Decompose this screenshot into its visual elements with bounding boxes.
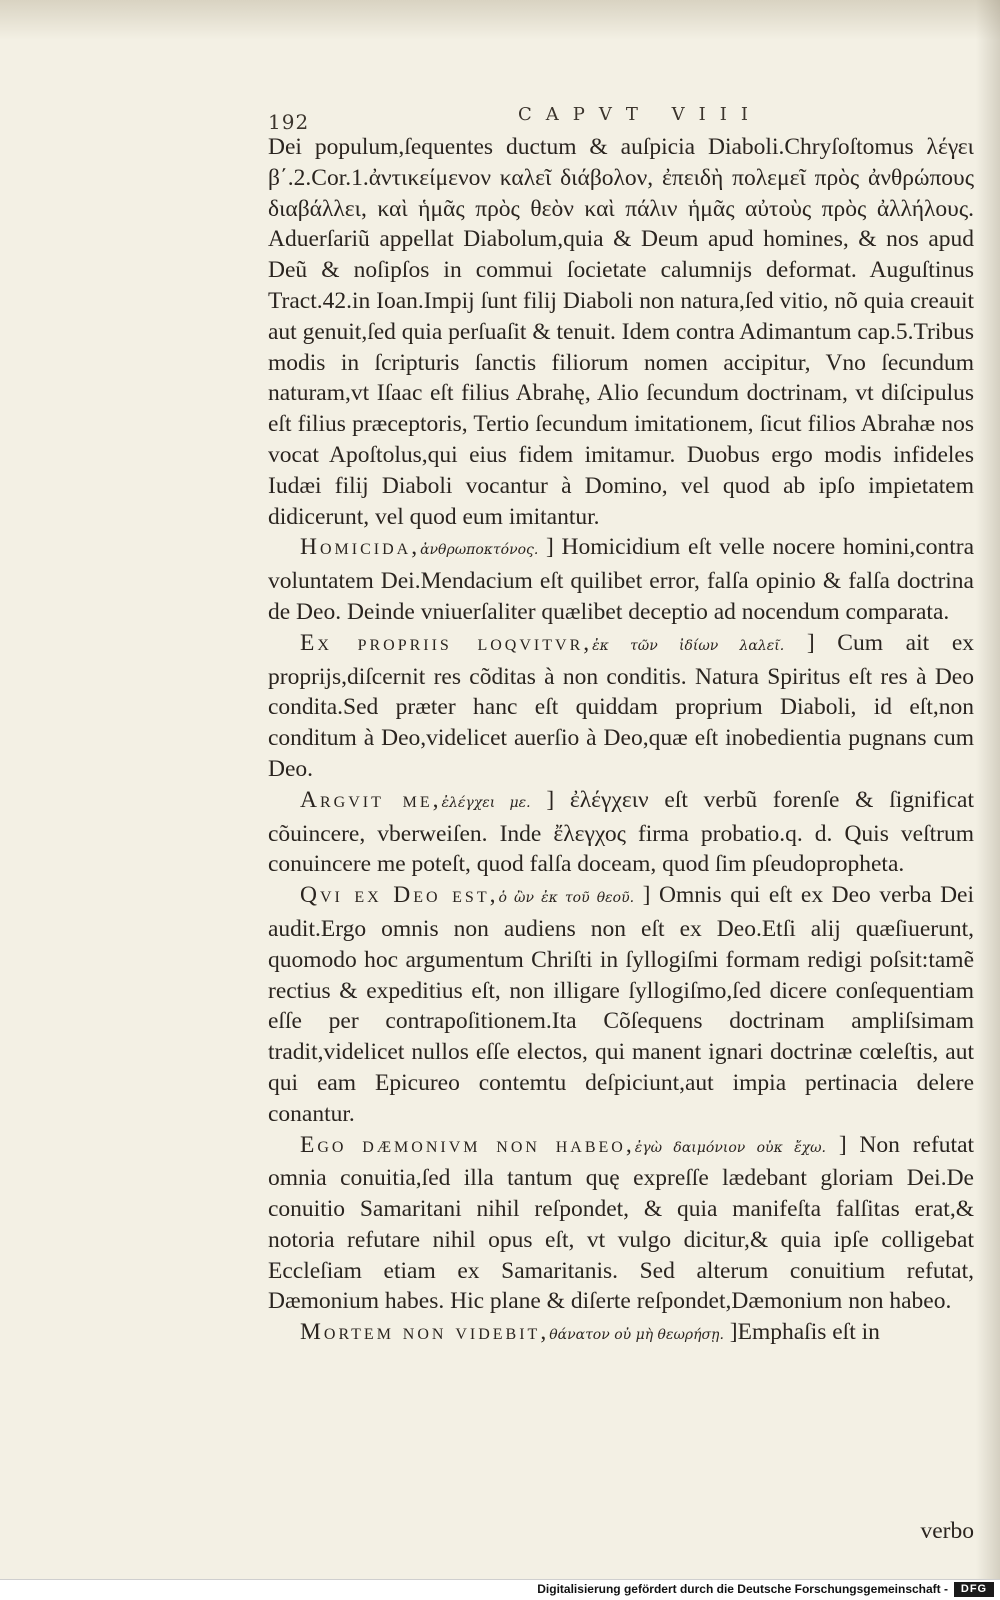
lemma: Argvit me, [300, 786, 442, 813]
footer-bar [0, 1579, 1000, 1600]
paragraph [268, 532, 974, 627]
funding-credit: Digitalisierung gefördert durch die Deutsche Forschungsgemeinschaft - [537, 1582, 948, 1596]
paragraph-text: ] Non refutat omnia conuitia,ſed illa tantum quę expreſſe lædebant gloriam Dei.De conuitio Samaritani nihil reſpondet, & quia manifeſta falſitas erat,& notoria refutare nihil opus eſt, vt vulgo dicitur,& quia ipſe colligebat Eccleſiam etiam ex Samaritanis. Sed alterum conuitium refutat, Dæmonium habes. Hic plane & diſerte reſpondet,Dæmonium non habeo. [268, 1131, 975, 1315]
paragraph-text: ] Cum ait ex proprijs,diſcernit res cõditas à non conditis. Natura Spiritus eſt res à Deo condita.Sed præter hanc eſt quiddam proprium Diaboli, id eſt,non conditum à Deo,videlicet auerſio à Deo,quæ eſt inobedientia pugnans cum Deo. [268, 629, 974, 782]
lemma: Mortem non videbit, [300, 1319, 550, 1346]
running-head [268, 104, 940, 134]
paragraph-text: ] Homicidium eſt velle nocere homini,contra voluntatem Dei.Mendacium eſt quilibet error, falſa opinio & falſa doctrina de Deo. Deinde vniuerſaliter quælibet deceptio ad nocendum comparata. [268, 534, 975, 625]
lemma: Homicida, [300, 534, 421, 561]
lemma: Ex propriis loqvitvr, [300, 629, 593, 656]
paragraph [268, 880, 974, 1129]
paragraph [268, 132, 974, 532]
greek-gloss: ἀνθρωποκτόνος. [420, 542, 539, 559]
paragraph-text: ] Omnis qui eſt ex Deo verba Dei audit.Ergo omnis non audiens non eſt ex Deo.Etſi alij quæſiuerunt, quomodo hoc argumentum Chriſti in ſyllogiſmi formam redigi poſsit:tamẽ rectius & expeditius eſt, non illigare ſyllogiſmo,ſed dicere conſequentiam eſſe per contrapoſitionem.Ita Cõſequens doctrinam ampliſsimam tradit,videlicet nullos eſſe electos, qui manent ignari doctrinæ cœleſtis, aut qui eam Epicureo contemtu deſpiciunt,aut impia pertinacia delere conantur. [268, 882, 975, 1127]
greek-gloss: ἐγὼ δαιμόνιον οὐκ ἔχω. [634, 1139, 826, 1156]
paragraph-text: Dei populum,ſequentes ductum & auſpicia Diaboli.Chryſoſtomus λέγει β΄.2.Cor.1.ἀντικείμενον καλεῖ διάβολον, ἐπειδὴ πολεμεῖ πρὸς ἀνθρώπους διαβάλλει, καὶ ἡμᾶς πρὸς θεὸν καὶ πάλιν ἡμᾶς αὐτοὺς πρὸς ἀλλήλους. Aduerſariũ appellat Diabolum,quia & Deum apud homines, & nos apud Deũ & noſipſos in commui ſocietate calumnijs deformat. Auguſtinus Tract.42.in Ioan.Impij ſunt filij Diaboli non natura,ſed vitio, nõ quia creauit aut genuit,ſed quia perſuaſit & tenuit. Idem contra Adimantum cap.5.Tribus modis in ſcripturis ſanctis filiorum nomen accipitur, Vno ſecundum naturam,vt Iſaac eſt filius Abrahę, Alio ſecundum doctrinam, vt diſcipulus eſt filius præceptoris, Tertio ſecundum imitationem, ſicut filios Abrahæ nos vocat Apoſtolus,qui eius fidem imitamur. Duobus ergo modis infideles Iudæi filij Diaboli vocantur à Domino, vel quod ab ipſo impietatem didicerunt, vel quod eum imitantur. [268, 134, 974, 530]
dfg-logo: DFG [954, 1582, 994, 1597]
chapter-heading: CAPVT VIII [518, 104, 762, 125]
paragraph [268, 785, 974, 880]
page-number: 192 [268, 110, 310, 134]
paragraph [268, 628, 974, 785]
lemma: Qvi ex Deo est, [300, 882, 499, 909]
paragraph [268, 1130, 974, 1318]
lemma: Ego dæmonivm non habeo, [300, 1131, 635, 1158]
greek-gloss: ἐκ τῶν ἰδίων λαλεῖ. [592, 637, 785, 654]
greek-gloss: θάνατον οὐ μὴ θεωρήσῃ. [549, 1327, 724, 1344]
catchword: verbo [920, 1518, 974, 1544]
paragraph-text: ]Emphaſis eſt in [729, 1319, 880, 1346]
greek-gloss: ὁ ὢν ἐκ τοῦ θεοῦ. [498, 890, 635, 907]
paragraph-text: ] ἐλέγχειν eſt verbũ forenſe & ſignificat cõuincere, vberweiſen. Inde ἔλεγχος firma probatio.q. d. Quis veſtrum conuincere me poteſt, quod falſa doceam, quod ſim pſeudopropheta. [268, 786, 975, 878]
greek-gloss: ἐλέγχει με. [441, 794, 531, 811]
paragraph [268, 1317, 974, 1351]
body-text [268, 132, 974, 1351]
